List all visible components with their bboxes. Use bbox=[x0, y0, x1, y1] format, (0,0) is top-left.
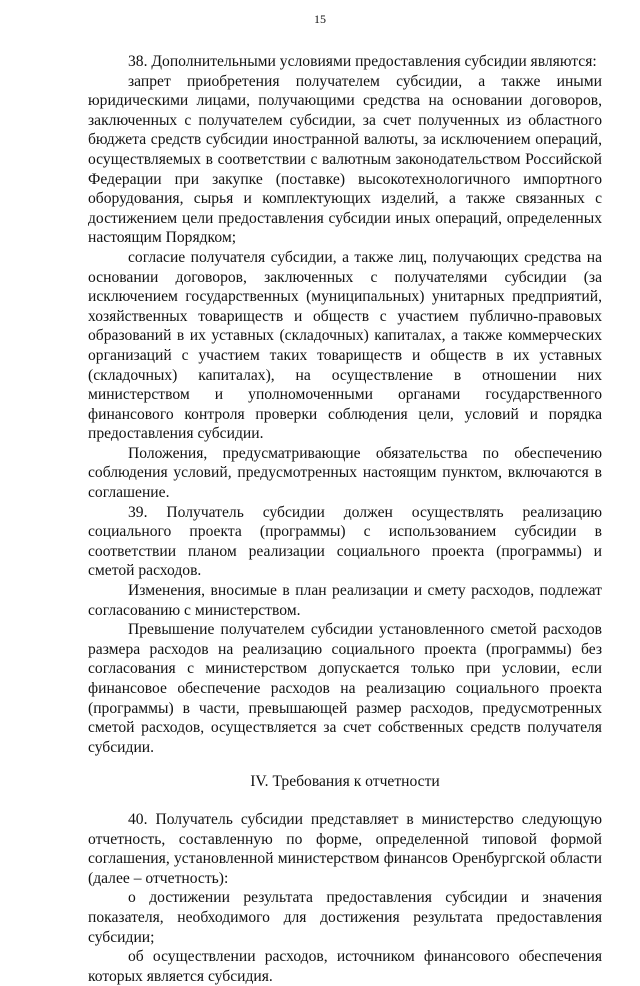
paragraph-38-intro: 38. Дополнительными условиями предоставления субсидии являются: bbox=[128, 53, 597, 70]
document-body bbox=[88, 52, 602, 986]
section-heading: IV. Требования к отчетности bbox=[250, 773, 440, 791]
paragraph-plan-changes: Изменения, вносимые в план реализации и смету расходов, подлежат согласованию с министерством. bbox=[88, 582, 602, 619]
paragraph-budget-excess: Превышение получателем субсидии установленного сметой расходов размера расходов на реализацию социального проекта (программы) без согласования с министерством допускается только при условии, если финансовое обеспечение расходов на реализацию социального проекта (программы) в части, превышающей размер расходов, предусмотренных сметой расходов, осуществляется за счет собственных средств получателя субсидии. bbox=[88, 621, 602, 756]
paragraph-audit-consent: согласие получателя субсидии, а также лиц, получающих средства на основании договоров, заключенных с получателями субсидии (за исключением государственных (муниципальных) унитарных предприятий, хозяйственных товариществ и обществ с участием публично-правовых образований в их уставных (складочных) капиталах, а также коммерческих организаций с участием таких товариществ и обществ в их уставных (складочных) капиталах), на осуществление в отношении них министерством и уполномоченными органами государственного финансового контроля проверки соблюдения цели, условий и порядка предоставления субсидии. bbox=[88, 248, 602, 443]
paragraph-agreement-clause: Положения, предусматривающие обязательства по обеспечению соблюдения условий, предусмотренных настоящим пунктом, включаются в соглашение. bbox=[88, 444, 602, 502]
paragraph-currency-ban: запрет приобретения получателем субсидии, а также иными юридическими лицами, получающими средства на основании договоров, заключенных с получателем субсидии, за счет полученных из областного бюджета средств субсидии иностранной валюты, за исключением операций, осуществляемых в соответствии с валютным законодательством Российской Федерации при закупке (поставке) высокотехнологичного импортного оборудования, сырья и комплектующих изделий, а также связанных с достижением цели предоставления субсидии иных операций, определенных настоящим Порядком; bbox=[88, 72, 602, 247]
paragraph-report-results: о достижении результата предоставления субсидии и значения показателя, необходимого для достижения результата предоставления субсидии; bbox=[88, 889, 602, 946]
paragraph-40: 40. Получатель субсидии представляет в министерство следующую отчетность, составленную по форме, определенной типовой формой соглашения, установленной министерством финансов Оренбургской области (далее – отчетность): bbox=[88, 810, 602, 887]
page-number: 15 bbox=[314, 12, 326, 26]
paragraph-39: 39. Получатель субсидии должен осуществлять реализацию социального проекта (программы) с использованием субсидии в соответствии планом реализации социального проекта (программы) и сметой расходов. bbox=[88, 503, 602, 580]
paragraph-report-expenses: об осуществлении расходов, источником финансового обеспечения которых является субсидия. bbox=[88, 948, 602, 985]
